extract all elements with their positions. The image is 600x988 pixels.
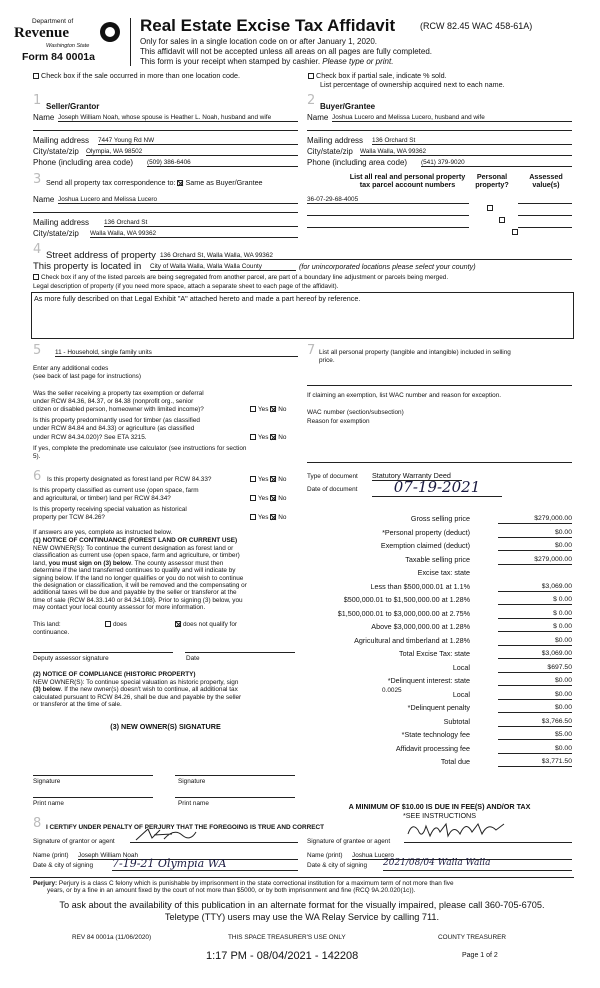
header-note-1: Only for sales in a single location code on or after January 1, 2020. [140,37,378,46]
q3-line-2: 5). [33,453,41,460]
tax-row-label: Excise tax: state [417,568,470,577]
multi-location-check[interactable] [33,72,240,80]
continuance-label: continuance. [33,629,70,636]
tax-row-value[interactable]: $697.50 [498,664,572,673]
doc-date-field[interactable]: 07-19-2021 [372,479,502,497]
owner-signature-2-field[interactable] [175,775,295,776]
text-line: may contact your local county assessor for more information. [33,604,206,612]
section-number-7: 7 [307,343,316,358]
revenue-logo [12,18,128,66]
doc-date-label: Date of document [307,486,358,493]
text-bold: Perjury: [33,880,58,887]
certify-heading: I CERTIFY UNDER PENALTY OF PERJURY THAT THE FOREGOING IS TRUE AND CORRECT [46,824,325,831]
street-field[interactable]: 136 Orchard St, Walla Walla, WA 99362 [160,252,572,260]
deputy-signature-field[interactable] [33,652,173,653]
label: Same as Buyer/Grantee [185,178,263,187]
label: Yes [258,406,269,413]
label: No [278,495,287,502]
treasurer-stamp: 1:17 PM - 08/04/2021 - 142208 [206,950,359,962]
tax-row-label: Affidavit processing fee [395,743,470,753]
continuance-text [33,545,301,612]
text-line [33,686,301,693]
grantor-date-field[interactable]: 7-19-21 Olympia WA [112,857,298,871]
label: Yes [258,434,269,441]
seller-phone-label: Phone (including area code) [33,158,134,167]
note3-text: This form is your receipt when stamped by cashier. [140,57,323,66]
current-use-q-2: and agricultural, or timber) land per RCW 84.34? [33,495,171,502]
section-number-6: 6 [33,469,42,484]
rule [307,130,572,131]
tax-row-label: Total Excise Tax: state [399,649,470,658]
q1-yes-no[interactable] [250,406,286,413]
personal-checkbox-1[interactable] [487,205,493,211]
personal-col-header: Personal property? [475,172,509,190]
yes-checkbox[interactable] [250,514,256,520]
label: No [278,514,287,521]
tax-row-value[interactable]: $ 0.00 [498,623,572,632]
forest-yes-no[interactable] [250,476,286,483]
owner-print-1-field[interactable] [33,797,153,798]
tax-row-label: Agricultural and timberland at 1.28% [354,635,470,645]
historic-q-2: property per TCW 84.26? [33,514,105,521]
text: . The county assessor must then [131,559,224,567]
buyer-name-field[interactable]: Joshua Lucero and Melissa Lucero, husband and wife [332,114,572,122]
tax-row-value[interactable]: $0.00 [498,529,572,538]
text: land, [33,559,49,567]
tax-row-value[interactable]: $3,766.50 [498,718,572,727]
use-code-field[interactable]: 11 - Household, single family units [55,349,298,357]
seller-city-field[interactable]: Olympia, WA 98502 [86,148,298,156]
deputy-date-label: Date [186,655,200,662]
tax-row-label: Gross selling price [410,514,470,523]
personal-checkbox-3[interactable] [512,229,518,235]
owner-signature-1-field[interactable] [33,775,153,776]
seller-mail-label: Mailing address [33,136,90,145]
text-line: additional taxes will be due and payable by the seller or transferor at the [33,589,237,597]
grantee-date-field[interactable]: 2021/08/04 Walla Walla [383,857,572,871]
revision: REV 84 0001a (11/06/2020) [72,934,152,941]
header-note-3 [140,57,393,67]
seller-name-label: Name [33,113,55,122]
location-label: This property is located in [33,261,142,272]
personal-checkbox-2[interactable] [499,217,505,223]
tax-row-label: *Delinquent interest: state [387,676,470,685]
owner-print-2-field[interactable] [175,797,295,798]
grantor-signature[interactable] [130,826,298,843]
tax-row-value[interactable]: $0.00 [498,704,572,713]
treasurer-space: THIS SPACE TREASURER'S USE ONLY [228,934,346,941]
text: . If the new owner(s) doesn't wish to continue, all additional tax [60,686,238,694]
tax-row-label: Taxable selling price [405,554,470,564]
q2-line-3: under RCW 84.34.020)? See ETA 3215. [33,434,147,441]
section-number-2: 2 [307,93,316,108]
grantee-signature[interactable] [404,818,572,843]
q3-line-1: If yes, complete the predominate use calculator (see instructions for section [33,445,247,452]
label: Check box if any of the listed parcels are being segregated from another parcel, are part of a boundary line adjustment or parcels being merged. [41,274,449,281]
tax-row-value[interactable]: $279,000.00 [498,556,572,565]
label: No [278,406,287,413]
seller-name-field[interactable]: Joseph William Noah, whose spouse is Heather L. Noah, husband and wife [58,114,298,122]
corr-city-field[interactable]: Walla Walla, WA 99362 [90,230,298,238]
corr-name-label: Name [33,195,55,204]
no-checkbox[interactable] [270,434,276,440]
corr-mail-field[interactable]: 136 Orchard St [104,219,298,227]
yes-checkbox[interactable] [250,476,256,482]
rcw-citation: (RCW 82.45 WAC 458-61A) [420,21,533,31]
assessed-col-header: Assessed value(s) [529,172,563,190]
text: Perjury is a class C felony which is punishable by imprisonment in the state correctional institution for a maximum term of not more than five [57,880,454,887]
assessed-3-field[interactable] [518,227,572,228]
label: does not qualify for [183,621,237,628]
assessed-1-field[interactable] [518,203,572,204]
tax-row-value[interactable]: $0.00 [498,637,572,646]
parcel-1-field[interactable]: 36-07-29-68-4005 [307,196,469,204]
text-line: calculated pursuant to RCW 84.26, shall be due and payable by the seller [33,693,242,701]
no-checkbox[interactable] [270,495,276,501]
location-field[interactable]: City of Walla Walla, Walla Walla County [150,263,296,271]
q2-yes-no[interactable] [250,434,286,441]
yes-checkbox[interactable] [250,434,256,440]
text-line: NEW OWNER(S): To continue special valuation as historic property, sign [33,679,239,686]
tax-row-label: Exemption claimed (deduct) [380,541,470,550]
q2-line-1: Is this property predominantly used for timber (as classified [33,417,200,424]
tax-row-label: $500,000.01 to $1,500,000.00 at 1.28% [343,595,470,604]
tax-row-label: *State technology fee [401,730,470,739]
label: No [278,434,287,441]
see-instructions: *SEE INSTRUCTIONS [402,811,477,820]
tax-row-value[interactable]: $ 0.00 [498,610,572,619]
perjury-notice [33,880,573,895]
page-title: Real Estate Excise Tax Affidavit [140,16,396,35]
county-treasurer: COUNTY TREASURER [438,934,506,941]
buyer-phone-label: Phone (including area code) [307,158,408,167]
section-number-3: 3 [33,172,42,187]
section-number-1: 1 [33,93,42,108]
buyer-name-label: Name [307,113,329,122]
buyer-mail-field[interactable]: 136 Orchard St [372,137,572,145]
wac-label: WAC number (section/subsection) [307,409,404,416]
label: does [113,621,127,628]
tax-row-label: Less than $500,000.01 at 1.1% [370,581,470,591]
parcel-col-header: List all real and personal property tax parcel account numbers [349,172,466,190]
corr-mail-label: Mailing address [33,218,90,227]
note3-italic: Please type or print. [322,57,394,66]
current-use-yes-no[interactable] [250,495,286,502]
reason-field[interactable] [307,462,572,463]
footer-rule [30,877,574,878]
section-number-5: 5 [33,343,42,358]
historic-heading: (2) NOTICE OF COMPLIANCE (HISTORIC PROPERTY) [33,671,196,678]
new-owner-sig-heading: (3) NEW OWNER(S) SIGNATURE [110,722,221,731]
tax-row-value[interactable]: $0.00 [498,691,572,700]
grantee-name-field[interactable]: Joshua Lucero [352,852,572,860]
alt-format-2: Teletype (TTY) users may use the WA Relay Service by calling 711. [164,912,440,922]
not-qualify-check[interactable] [175,621,237,628]
parcel-3-field[interactable] [307,227,469,228]
signature-label-1: Signature [33,778,61,785]
does-check[interactable] [105,621,127,628]
no-checkbox[interactable] [270,476,276,482]
legal-description: As more fully described on that Legal Exhibit "A" attached hereto and made a part hereof by reference. [34,294,361,303]
buyer-city-label: City/state/zip [307,147,353,156]
q1-line-1: Was the seller receiving a property tax exemption or deferral [33,390,204,397]
text-line [33,880,573,887]
grantor-date-label: Date & city of signing [33,862,94,869]
deputy-label: Deputy assessor signature [33,655,109,662]
seller-heading: Seller/Grantor [46,102,100,111]
buyer-heading: Buyer/Grantee [320,102,376,111]
reason-label: Reason for exemption [307,418,370,425]
logo-revenue: Revenue [14,25,69,41]
header-note-2: This affidavit will not be accepted unless all areas on all pages are fully completed. [140,47,433,56]
buyer-phone-field[interactable]: (541) 379-9020 [421,159,572,167]
correspondence-label [46,179,263,187]
tax-row-label: *Delinquent penalty [407,703,470,712]
street-label: Street address of property [46,250,156,261]
local-rate: 0.0025 [382,687,402,694]
label: Check box if partial sale, indicate % sold. [316,71,447,80]
historic-text [33,679,301,709]
logo-dept: Department of [32,18,74,25]
header-divider [130,18,131,66]
yes-checkbox[interactable] [250,495,256,501]
tax-row-label: Local [452,689,470,699]
buyer-city-field[interactable]: Walla Walla, WA 99362 [360,148,572,156]
no-checkbox[interactable] [270,514,276,520]
current-use-q-1: Is this property classified as current use (open space, farm [33,487,199,494]
forest-q: Is this property designated as forest land per RCW 84.33? [47,476,212,483]
tax-row-value[interactable]: $ 0.00 [498,596,572,605]
grantee-name-label: Name (print) [307,852,343,859]
historic-q-1: Is this property receiving special valuation as historical [33,506,187,513]
text-line: classification as current use (open space, farm and agriculture, or timber) [33,552,240,560]
alt-format-1: To ask about the availability of this publication in an alternate format for the visually impaired, please call 360-705-6705. [59,900,545,910]
tax-row-value[interactable]: $0.00 [498,677,572,686]
seller-phone-field[interactable]: (509) 386-6406 [147,159,298,167]
section-number-4: 4 [33,242,42,257]
personal-property-field[interactable] [307,385,572,386]
text-line: years, or by a fine in an amount fixed by the court of not more than $5000, or by both imprisonment and fine (RCQ 9A.20.020(1c)). [47,887,416,895]
logo-state: Washington State [46,43,90,49]
tax-row-value[interactable]: $3,771.50 [498,758,572,767]
wa-emblem-icon [100,22,120,42]
no-checkbox[interactable] [270,406,276,412]
personal-property-line-2: price. [319,357,335,364]
checkbox[interactable] [175,621,181,627]
seller-mail-field[interactable]: 7447 Young Rd NW [98,137,298,145]
partial-sale-note: List percentage of ownership acquired next to each name. [320,80,505,89]
legal-label: Legal description of property (if you need more space, attach a separate sheet to each page of the affidavit). [33,283,339,290]
text-line: time of sale (RCW 84.33.140 or 84.34.108). Prior to signing (3) below, you [33,596,243,604]
text-line: signing below. If the land no longer qualifies or you do not wish to continue [33,574,244,582]
personal-property-line-1: List all personal property (tangible and intangible) included in selling [319,349,511,356]
page-number: Page 1 of 2 [462,952,498,959]
text-line: determine if the land transferred continues to qualify and will indicate by [33,567,236,575]
assessed-2-field[interactable] [518,215,572,216]
tax-row-value[interactable]: $3,069.00 [498,583,572,592]
tax-row-label: $1,500,000.01 to $3,000,000.00 at 2.75% [337,608,470,618]
label: Send all property tax correspondence to: [46,178,176,187]
tax-row-label: Total due [440,757,470,766]
grantor-name-field[interactable]: Joseph William Noah [78,852,298,860]
tax-row-label: Above $3,000,000.00 at 1.28% [371,622,470,631]
print-label-2: Print name [178,800,209,807]
doc-type-field[interactable]: Statutory Warranty Deed [372,472,462,481]
grantor-signature-icon [130,826,210,844]
text-bold: you must sign on (3) below [48,559,132,567]
section-number-8: 8 [33,816,42,831]
q1-line-3: citizen or disabled person, homeowner with limited income)? [33,406,204,413]
continuance-heading: (1) NOTICE OF CONTINUANCE (FOREST LAND OR CURRENT USE) [33,537,238,544]
text-line [33,560,301,567]
parcel-2-field[interactable] [307,215,469,216]
signature-label-2: Signature [178,778,206,785]
grantee-signature-icon [404,818,514,842]
label: No [278,476,287,483]
label: Yes [258,476,269,483]
grantee-date-label: Date & city of signing [307,862,368,869]
grantor-sig-label: Signature of grantor or agent [33,838,115,845]
text-line: NEW OWNER(S): To continue the current designation as forest land or [33,545,234,552]
label: Check box if the sale occurred in more than one location code. [41,71,240,80]
checkbox[interactable] [33,73,39,79]
tax-row-label: Subtotal [443,716,470,726]
form-number: Form 84 0001a [22,51,95,63]
codes-label-1: Enter any additional codes [33,365,109,372]
grantor-name-label: Name (print) [33,852,69,859]
doc-type-label: Type of document [307,473,358,480]
q1-line-2: under RCW 84.36, 84.37, or 84.38 (nonprofit org., senior [33,398,194,405]
if-yes-note: If answers are yes, complete as instructed below. [33,529,173,536]
checkbox[interactable] [105,621,111,627]
yes-checkbox[interactable] [250,406,256,412]
checkbox[interactable] [308,73,314,79]
tax-row-value[interactable]: $0.00 [498,542,572,551]
corr-city-label: City/state/zip [33,229,79,238]
rule [33,130,298,131]
text-bold: (3) below [33,686,61,694]
text-line: or transferor at the time of sale. [33,701,122,709]
q2-line-2: under RCW 84.84 and 84.33) or agriculture (as classified [33,425,195,432]
tax-row-label: *Personal property (deduct) [382,527,470,537]
tax-row-value[interactable]: $0.00 [498,745,572,754]
print-label-1: Print name [33,800,64,807]
grantee-sig-label: Signature of grantee or agent [307,838,391,845]
buyer-mail-label: Mailing address [307,136,364,145]
historic-yes-no[interactable] [250,514,286,521]
corr-name-field[interactable]: Joshua Lucero and Melissa Lucero [58,196,298,204]
minimum-fee-note: A MINIMUM OF $10.00 IS DUE IN FEE(S) AND/OR TAX [348,802,531,811]
same-as-buyer-checkbox[interactable] [177,180,183,186]
tax-row-label: Local [452,662,470,672]
checkbox[interactable] [33,274,39,280]
tax-row-value[interactable]: $3,069.00 [498,650,572,659]
deputy-date-field[interactable] [185,652,295,653]
rule [33,212,298,213]
seller-city-label: City/state/zip [33,147,79,156]
location-hint: (for unincorporated locations please select your county) [299,262,476,271]
tax-row-value[interactable]: $5.00 [498,731,572,740]
label: Yes [258,495,269,502]
exempt-label: If claiming an exemption, list WAC number and reason for exception. [307,392,502,399]
label: Yes [258,514,269,521]
this-land-label: This land: [33,621,61,628]
legal-description-box[interactable] [31,292,574,339]
tax-row-value[interactable]: $279,000.00 [498,515,572,524]
segregated-check[interactable] [33,274,448,281]
codes-label-2: (see back of last page for instructions) [33,373,141,380]
text-line: the designation or classification, it will be removed and the compensating or [33,582,247,590]
